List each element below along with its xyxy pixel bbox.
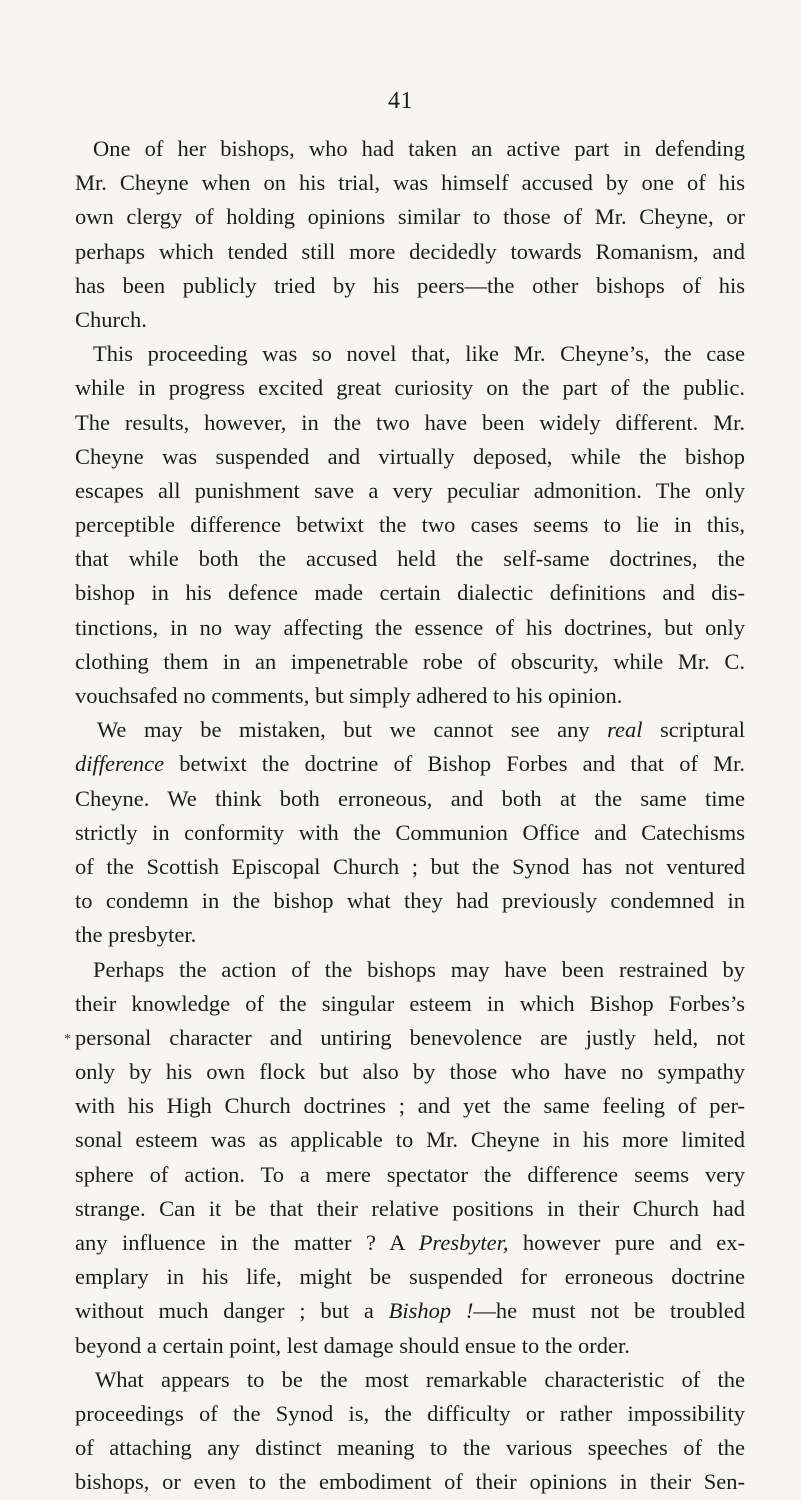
text-line [75,1260,745,1294]
italic-emphasis: difference [75,751,165,777]
line-text-text: own clergy of holding opinions similar to those of Mr. Cheyne, or [75,204,745,230]
line-text-text: This proceeding was so novel that, like Mr. Cheyne’s, the case [93,341,745,367]
text-line [75,542,745,576]
text-line [75,747,745,781]
line-text-text: Cheyne was suspended and virtually deposed, while the bishop [75,443,745,469]
text-line [75,371,745,405]
line-text-text: strictly in conformity with the Communion Office and Catechisms [75,819,745,845]
line-text-text: escapes all punishment save a very peculiar admonition. The only [75,477,745,503]
text-line [75,132,745,166]
line-text-text: their knowledge of the singular esteem in which Bishop Forbes’s [75,990,745,1016]
line-text-text: What appears to be the most remarkable characteristic of the [95,1366,745,1392]
line-text-text: Perhaps the action of the bishops may have been restrained by [93,956,745,982]
line-text-text: without much danger ; but a [75,1298,389,1324]
text-line [75,816,745,850]
line-text-text: any influence in the matter ? A [75,1230,419,1255]
text-line [75,337,745,371]
line-text-text: personal character and untiring benevolence are justly held, not [75,1024,745,1050]
text-line [75,406,745,440]
text-line [75,166,745,200]
line-text-text: emplary in his life, might be suspended for erroneous doctrine [75,1264,745,1290]
text-line [75,303,745,337]
page-number: 41 [388,88,413,114]
text-line [75,953,745,987]
line-text-text: sonal esteem was as applicable to Mr. Cheyne in his more limited [75,1127,745,1153]
line-text-text: the presbyter. [75,922,197,948]
text-line [75,850,745,884]
text-line [75,1089,745,1123]
line-text-text: of the Scottish Episcopal Church ; but the Synod has not ventured [75,853,745,879]
text-line [75,987,745,1021]
text-line [75,1294,745,1328]
line-text-text: The results, however, in the two have been widely different. Mr. [75,409,745,435]
line-pre-text: We may be mistaken, but we cannot see any [97,717,608,743]
text-line [75,1226,745,1260]
line-post-text: however pure and ex- [508,1230,745,1255]
text-line [75,918,745,952]
text-line [75,1055,745,1089]
text-line [75,1192,745,1226]
line-text-text: that while both the accused held the self-same doctrines, the [75,546,745,572]
text-line [75,611,745,645]
text-line [75,440,745,474]
text-line [75,1465,745,1499]
line-text-text: to condemn in the bishop what they had previously condemned in [75,888,745,914]
line-text-text: beyond a certain point, lest damage should ensue to the order. [75,1332,630,1358]
text-line [75,576,745,610]
line-text-text: perceptible difference betwixt the two cases seems to lie in this, [75,512,745,538]
line-text-text: One of her bishops, who had taken an active part in defending [93,136,745,161]
line-post-text: betwixt the doctrine of Bishop Forbes and that of Mr. [164,751,745,777]
line-text-text: tinctions, in no way affecting the essence of his doctrines, but only [75,614,745,640]
text-line [75,645,745,679]
text-line [75,679,745,713]
line-text-text: bishops, or even to the embodiment of their opinions in their Sen- [75,1469,745,1495]
line-text-text: has been publicly tried by his peers—the other bishops of his [75,272,745,298]
text-line [75,474,745,508]
line-text-text: bishop in his defence made certain dialectic definitions and dis- [75,580,745,606]
text-line [75,1363,745,1397]
line-text-text: Church. [75,306,147,332]
text-line [75,200,745,234]
text-line [75,508,745,542]
text-line [75,1397,745,1431]
text-line [75,782,745,816]
italic-emphasis: Presbyter, [418,1230,509,1255]
text-line [75,1021,745,1055]
text-line [75,884,745,918]
line-text-text: while in progress excited great curiosity on the part of the public. [75,375,745,401]
line-text-text: proceedings of the Synod is, the difficulty or rather impossibility [75,1400,745,1426]
line-text-text: Mr. Cheyne when on his trial, was himself accused by one of his [75,170,745,196]
text-line [75,1123,745,1157]
line-text-text: perhaps which tended still more decidedly towards Romanism, and [75,238,745,264]
text-line [75,1431,745,1465]
text-line [75,1329,745,1363]
text-line [75,713,745,747]
italic-emphasis: real [607,717,643,743]
line-text-text: with his High Church doctrines ; and yet the same feeling of per- [75,1093,745,1119]
line-post-text: —he must not be troubled [473,1298,745,1324]
line-text-text: clothing them in an impenetrable robe of obscurity, while Mr. C. [75,648,745,674]
body-text [75,132,745,1500]
margin-asterisk: * [64,1032,71,1047]
line-text-text: sphere of action. To a mere spectator the difference seems very [75,1161,745,1187]
italic-emphasis: Bishop ! [388,1298,474,1324]
line-text-text: vouchsafed no comments, but simply adhered to his opinion. [75,683,623,708]
line-text-text: only by his own flock but also by those who have no sympathy [75,1059,745,1085]
text-line [75,269,745,303]
text-line [75,235,745,269]
line-text-text: of attaching any distinct meaning to the various speeches of the [75,1435,745,1461]
line-post-text: scriptural [642,717,745,743]
line-text-text: Cheyne. We think both erroneous, and both at the same time [75,785,745,811]
text-line [75,1158,745,1192]
line-text-text: strange. Can it be that their relative positions in their Church had [75,1195,745,1221]
